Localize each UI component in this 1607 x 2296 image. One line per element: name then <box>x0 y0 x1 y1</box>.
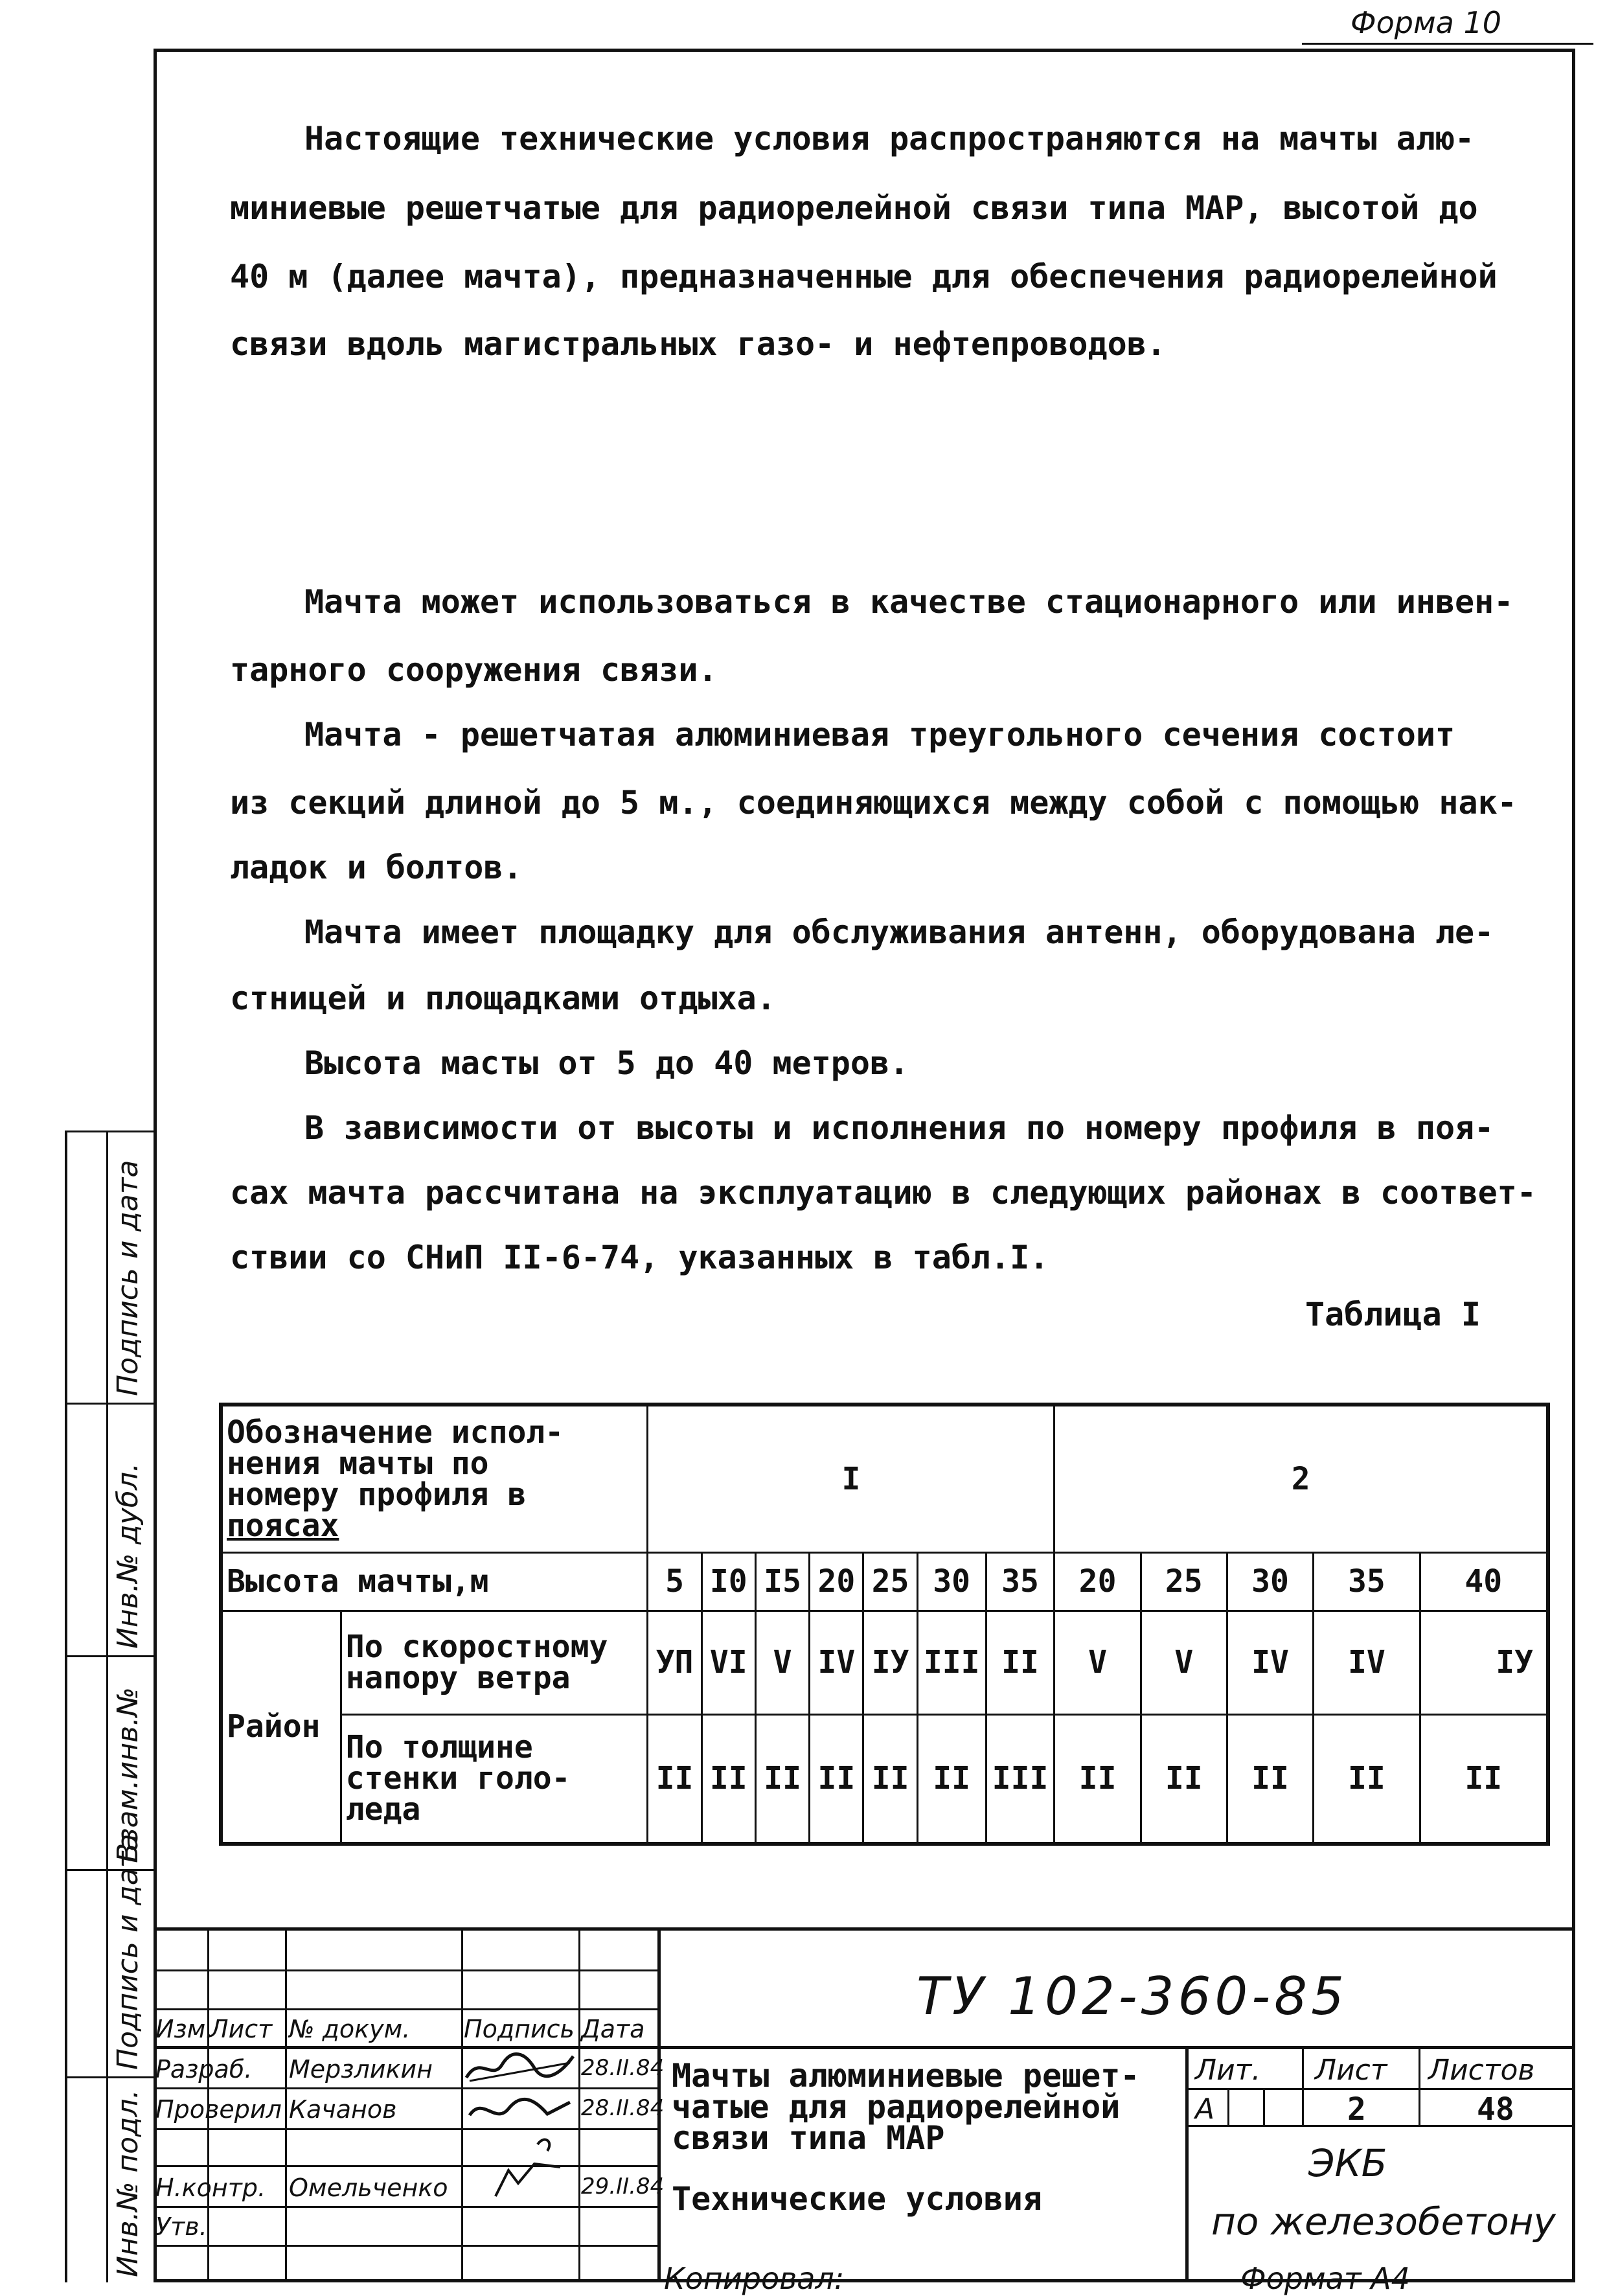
col-header: Дата <box>581 2015 645 2043</box>
signature-image <box>463 2089 576 2128</box>
height-cell: 25 <box>863 1552 917 1611</box>
wind-cell: V <box>1141 1611 1227 1714</box>
lit-value: А <box>1195 2093 1215 2126</box>
text-line: из секций длиной до 5 м., соединяющихся между собой с помощью нак- <box>230 784 1517 821</box>
side-label: Подпись и дата <box>111 1160 144 1396</box>
wind-cell: IV <box>810 1611 863 1714</box>
ice-cell: II <box>1054 1714 1141 1844</box>
form-label: Форма 10 <box>1351 5 1501 40</box>
height-cell: 5 <box>648 1552 701 1611</box>
header-label-line: Обозначение испол- <box>227 1414 564 1451</box>
role-label: Н.контр. <box>155 2174 266 2202</box>
grid-line <box>1419 2046 1420 2125</box>
signer-name: Омельченко <box>289 2174 448 2202</box>
grid-line <box>1302 2046 1304 2125</box>
sign-date: 28.II.84 <box>581 2055 665 2081</box>
grid-line <box>154 2008 657 2010</box>
side-label: Подпись и дата <box>111 1833 144 2070</box>
sheet-label: Лист <box>1315 2054 1387 2087</box>
grid-line <box>1185 2125 1575 2127</box>
grid-line <box>154 2087 657 2089</box>
height-cell: 40 <box>1420 1552 1548 1611</box>
table-row <box>221 1611 1548 1714</box>
ice-cell: II <box>1141 1714 1227 1844</box>
text-line: тарного сооружения связи. <box>230 651 718 689</box>
text-line: Мачта имеет площадку для обслуживания антенн, оборудована ле- <box>304 913 1494 951</box>
form-label-underline <box>1302 43 1593 45</box>
height-label: Высота мачты,м <box>221 1552 648 1611</box>
header-label-line: нения мачты по <box>227 1445 489 1482</box>
text-line: В зависимости от высоты и исполнения по номеру профиля в поя- <box>304 1109 1494 1147</box>
doc-type: Технические условия <box>672 2180 1042 2218</box>
wind-cell: IУ <box>1420 1611 1548 1714</box>
height-cell: 35 <box>986 1552 1054 1611</box>
wind-cell: IV <box>1227 1611 1313 1714</box>
copied-label: Копировал: <box>664 2261 845 2296</box>
group-1-header: I <box>648 1405 1054 1552</box>
wind-cell: IУ <box>863 1611 917 1714</box>
grid-line <box>154 2165 657 2167</box>
grid-line <box>1227 2088 1229 2125</box>
ice-label-line: леда <box>345 1791 421 1828</box>
wind-cell: VI <box>701 1611 755 1714</box>
sheets-value: 48 <box>1477 2091 1514 2128</box>
wind-cell: II <box>986 1611 1054 1714</box>
table-row <box>221 1714 1548 1844</box>
text-line: стницей и площадками отдыха. <box>230 980 776 1017</box>
ice-cell: II <box>863 1714 917 1844</box>
region-label: Район <box>221 1611 341 1844</box>
format-label: Формат А4 <box>1240 2261 1410 2296</box>
col-header: Лист <box>210 2015 273 2043</box>
ice-cell: III <box>986 1714 1054 1844</box>
signature-image <box>483 2131 567 2203</box>
ice-cell: II <box>648 1714 701 1844</box>
doc-name-line: связи типа МАР <box>672 2119 945 2157</box>
text-line: связи вдоль магистральных газо- и нефтепроводов. <box>230 325 1166 363</box>
side-label: Взам.инв.№ <box>111 1687 144 1863</box>
sheets-label: Листов <box>1428 2054 1535 2087</box>
text-line: ствии со СНиП II-6-74, указанных в табл.I. <box>230 1239 1049 1276</box>
header-label-line: поясах <box>227 1507 339 1544</box>
ice-label-cell <box>341 1714 648 1844</box>
text-line: 40 м (далее мачта), предназначенные для обеспечения радиорелейной <box>230 258 1498 295</box>
org-name: по железобетону <box>1211 2199 1556 2244</box>
sheet-value: 2 <box>1347 2091 1366 2128</box>
grid-line <box>154 2245 657 2247</box>
grid-line <box>285 1927 287 2282</box>
org-name: ЭКБ <box>1308 2141 1387 2185</box>
ice-cell: II <box>917 1714 986 1844</box>
height-cell: 20 <box>1054 1552 1141 1611</box>
side-label: Инв.№ подл. <box>111 2089 144 2277</box>
ice-label-line: стенки голо- <box>345 1760 571 1797</box>
wind-cell: III <box>917 1611 986 1714</box>
sign-date: 28.II.84 <box>581 2095 665 2121</box>
text-line: Мачта может использоваться в качестве стационарного или инвен- <box>304 583 1514 621</box>
grid-line <box>1185 2046 1189 2282</box>
table-title: Таблица I <box>1305 1296 1481 1333</box>
document-code: ТУ 102-360-85 <box>917 1966 1348 2026</box>
header-label-line: номеру профиля в <box>227 1476 527 1513</box>
signer-name: Мерзликин <box>289 2055 433 2084</box>
signature-image <box>463 2049 576 2087</box>
height-cell: I5 <box>755 1552 809 1611</box>
role-label: Утв. <box>155 2212 207 2241</box>
grid-line <box>154 2206 657 2208</box>
table-row <box>221 1552 1548 1611</box>
wind-cell: IV <box>1314 1611 1420 1714</box>
ice-cell: II <box>1314 1714 1420 1844</box>
ice-cell: II <box>701 1714 755 1844</box>
data-table <box>219 1403 1550 1846</box>
text-line: Высота масты от 5 до 40 метров. <box>304 1044 909 1082</box>
ice-cell: II <box>755 1714 809 1844</box>
height-cell: 30 <box>1227 1552 1313 1611</box>
ice-cell: II <box>1420 1714 1548 1844</box>
text-line: Настоящие технические условия распространяются на мачты алю- <box>304 120 1475 157</box>
col-header: Изм. <box>155 2015 214 2043</box>
text-line: ладок и болтов. <box>230 849 523 886</box>
lit-label: Лит. <box>1195 2054 1261 2087</box>
wind-label-line: напору ветра <box>345 1660 571 1696</box>
grid-line <box>1263 2088 1265 2125</box>
height-cell: 25 <box>1141 1552 1227 1611</box>
height-cell: 20 <box>810 1552 863 1611</box>
side-label: Инв.№ дубл. <box>111 1462 144 1649</box>
ice-cell: II <box>810 1714 863 1844</box>
wind-cell: УП <box>648 1611 701 1714</box>
wind-label-line: По скоростному <box>345 1629 608 1665</box>
col-header: Подпись <box>464 2015 575 2043</box>
table-row <box>221 1405 1548 1552</box>
text-line: миниевые решетчатые для радиорелейной связи типа МАР, высотой до <box>230 189 1478 227</box>
text-line: Мачта - решетчатая алюминиевая треугольного сечения состоит <box>304 716 1455 753</box>
grid-line <box>154 2046 1575 2049</box>
doc-name-line: чатые для радиорелейной <box>672 2088 1121 2126</box>
ice-label-line: По толщине <box>345 1729 533 1766</box>
role-label: Разраб. <box>155 2055 253 2084</box>
group-2-header: 2 <box>1054 1405 1548 1552</box>
wind-cell: V <box>1054 1611 1141 1714</box>
grid-line <box>154 2128 657 2130</box>
ice-cell: II <box>1227 1714 1313 1844</box>
text-line: сах мачта рассчитана на эксплуатацию в следующих районах в соответ- <box>230 1174 1536 1211</box>
doc-name-line: Мачты алюминиевые решет- <box>672 2057 1140 2095</box>
signer-name: Качанов <box>289 2095 397 2124</box>
col-header: № докум. <box>289 2015 411 2043</box>
sign-date: 29.II.84 <box>581 2174 665 2199</box>
grid-line <box>578 1927 580 2282</box>
height-cell: 30 <box>917 1552 986 1611</box>
wind-label-cell <box>341 1611 648 1714</box>
header-label-cell <box>221 1405 648 1552</box>
height-cell: I0 <box>701 1552 755 1611</box>
side-stamp <box>65 1131 154 2282</box>
grid-line <box>1185 2088 1575 2090</box>
role-label: Проверил <box>155 2095 282 2124</box>
height-cell: 35 <box>1314 1552 1420 1611</box>
grid-line <box>154 1969 657 1971</box>
wind-cell: V <box>755 1611 809 1714</box>
